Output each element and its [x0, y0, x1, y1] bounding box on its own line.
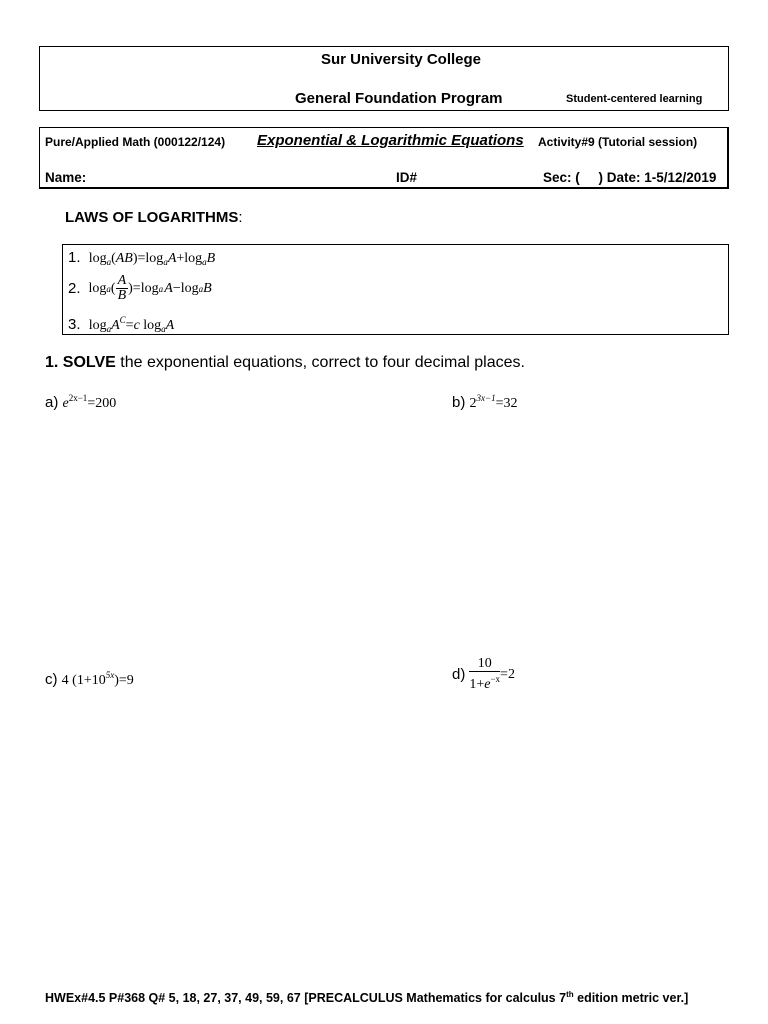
- law-3-formula: $\log_aA^C=c$ $\log_aA$: [88, 315, 175, 334]
- name-label: Name:: [45, 170, 87, 185]
- part-label: b): [452, 394, 466, 411]
- laws-heading-text: LAWS OF LOGARITHMS: [65, 209, 239, 226]
- part-b: [452, 393, 518, 412]
- course-code: Pure/Applied Math (000122/124): [45, 135, 226, 149]
- part-c-equation: 4 $(1+10^{5x})=9$: [61, 670, 134, 688]
- law-number: 2.: [68, 280, 81, 297]
- footer-text: HWEx#4.5 P#368 Q# 5, 18, 27, 37, 49, 59, 67 [PRECALCULUS Mathematics for calculus 7: [45, 991, 567, 1006]
- part-d: [452, 657, 515, 692]
- question-text: the exponential equations, correct to four decimal places.: [115, 354, 525, 371]
- section-date: Sec: ( ) Date: 1-5/12/2019: [543, 170, 717, 185]
- part-label: c): [45, 671, 58, 688]
- laws-heading-colon: :: [238, 209, 243, 226]
- part-label: d): [452, 666, 466, 683]
- laws-heading: [65, 209, 243, 226]
- part-a-equation: $e^{2x-1}=200$: [62, 393, 117, 411]
- law-2: [68, 274, 212, 303]
- id-label: ID#: [396, 170, 418, 185]
- law-2-formula: log a ( $\frac{A}{B}$ )=log a A −log a B: [88, 273, 212, 303]
- worksheet-title: Exponential & Logarithmic Equations: [257, 132, 524, 149]
- footer-text-end: edition metric ver.]: [573, 991, 689, 1006]
- part-label: a): [45, 394, 59, 411]
- part-a: [45, 393, 116, 412]
- homework-footer: [45, 990, 688, 1005]
- law-1-formula: $\log_a(AB)=\log_aA+\log_aB$: [88, 251, 216, 267]
- tagline: Student-centered learning: [566, 93, 703, 105]
- question-1-prompt: [45, 354, 525, 372]
- law-number: 3.: [68, 316, 81, 333]
- part-d-equation: $\frac{10}{1+e^{-x}}$ =2: [469, 656, 515, 692]
- activity-label: Activity#9 (Tutorial session): [538, 135, 698, 149]
- part-c: [45, 670, 134, 689]
- question-verb: SOLVE: [62, 354, 116, 371]
- law-number: 1.: [68, 249, 81, 266]
- footer-superscript: th: [566, 990, 574, 999]
- program-name: General Foundation Program: [295, 90, 503, 107]
- law-1: [68, 249, 215, 267]
- part-b-equation: $2^{3x-1}=32$: [469, 393, 518, 411]
- law-3: [68, 315, 174, 334]
- institution-name: Sur University College: [320, 51, 482, 68]
- question-number: 1.: [45, 354, 59, 371]
